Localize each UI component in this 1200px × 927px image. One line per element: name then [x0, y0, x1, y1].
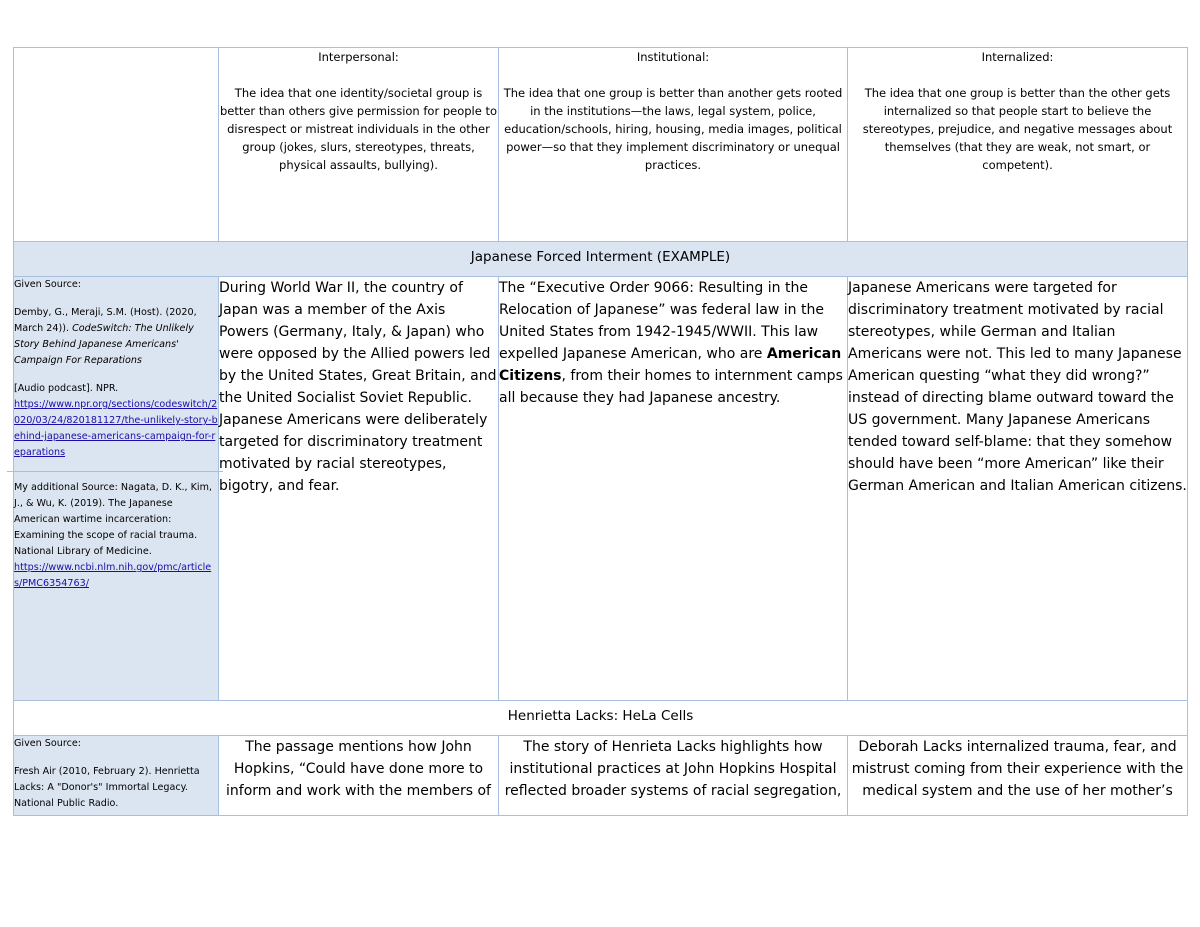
section2-citation: Fresh Air (2010, February 2). Henrietta Lacks: A "Donor's" Immortal Legacy. National Public Radio. [14, 766, 200, 809]
citation-format: [Audio podcast]. NPR. [14, 383, 119, 394]
section2-title-row [14, 701, 1188, 736]
section2-internalized: Deborah Lacks internalized trauma, fear, and mistrust coming from their experience with the medical system and the use of her mother’s [848, 736, 1188, 816]
header-internalized [848, 48, 1188, 242]
given-source-citation [14, 305, 218, 369]
section2-content-row [14, 736, 1188, 816]
section1-institutional [499, 277, 848, 701]
framework-table [13, 47, 1188, 816]
institutional-text-bold: American Citizens [499, 346, 842, 384]
ncbi-link[interactable]: https://www.ncbi.nlm.nih.gov/pmc/articles/PMC6354763/ [14, 562, 212, 589]
header-row [14, 48, 1188, 242]
section1-internalized: Japanese Americans were targeted for discriminatory treatment motivated by racial stereotypes, while German and Italian Americans were not. This led to many Japanese American questing “what they did wrong?” instead of directing blame outward toward the US government. Many Japanese Americans tended toward self-blame: that they somehow should have been “more American” like their German American and Italian American citizens. [848, 277, 1188, 701]
institutional-title: Institutional: [636, 50, 710, 64]
section1-interpersonal: During World War II, the country of Japan was a member of the Axis Powers (Germany, Italy, & Japan) who were opposed by the Allied powers led by the United States, Great Britain, and the United Socialist Soviet Republic. Japanese Americans were deliberately targeted for discriminatory treatment motivated by racial stereotypes, bigotry, and fear. [219, 277, 499, 701]
institutional-text-b: , from their homes to internment camps all because they had Japanese ancestry. [499, 368, 843, 406]
section1-title-row [14, 242, 1188, 277]
npr-link[interactable]: https://www.npr.org/sections/codeswitch/2020/03/24/820181127/the-unlikely-story-behind-japanese-americans-campaign-for-reparations [14, 399, 218, 458]
section2-sources-cell [14, 736, 219, 816]
source-divider [7, 471, 223, 472]
citation-authors: Demby, G., Meraji, S.M. (Host). (2020, March 24)). [14, 307, 197, 334]
interpersonal-description: The idea that one identity/societal group is better than others give permission for people to disrespect or mistreat individuals in the other group (jokes, slurs, stereotypes, threats, physical assaults, bullying). [219, 86, 498, 172]
section2-title: Henrietta Lacks: HeLa Cells [14, 701, 1188, 736]
institutional-description: The idea that one group is better than another gets rooted in the institutions—the laws, legal system, police, education/schools, hiring, housing, media images, political power—so that they implement discriminatory or unequal practices. [503, 86, 843, 172]
given-source-label: Given Source: [14, 279, 81, 290]
section1-sources-cell [14, 277, 219, 701]
citation-title: CodeSwitch: The Unlikely Story Behind Japanese Americans' Campaign For Reparations [14, 323, 194, 366]
section2-given-label: Given Source: [14, 738, 81, 749]
section1-content-row [14, 277, 1188, 701]
internalized-title: Internalized: [981, 50, 1054, 64]
header-empty-cell [14, 48, 219, 242]
additional-source-text: My additional Source: Nagata, D. K., Kim, J., & Wu, K. (2019). The Japanese American wartime incarceration: Examining the scope of racial trauma. National Library of Medicine. [14, 482, 212, 557]
section2-institutional: The story of Henrieta Lacks highlights how institutional practices at John Hopkins Hospital reflected broader systems of racial segregation, [499, 736, 848, 816]
header-interpersonal [219, 48, 499, 242]
interpersonal-title: Interpersonal: [318, 50, 399, 64]
section1-title: Japanese Forced Interment (EXAMPLE) [14, 242, 1188, 277]
institutional-text-a: The “Executive Order 9066: Resulting in the Relocation of Japanese” was federal law in the United States from 1942-1945/WWII. This law expelled Japanese American, who are [499, 280, 824, 362]
internalized-description: The idea that one group is better than the other gets internalized so that people start to believe the stereotypes, prejudice, and negative messages about themselves (that they are weak, not smart, or competent). [862, 86, 1173, 172]
header-institutional [499, 48, 848, 242]
section2-interpersonal: The passage mentions how John Hopkins, “Could have done more to inform and work with the members of [219, 736, 499, 816]
